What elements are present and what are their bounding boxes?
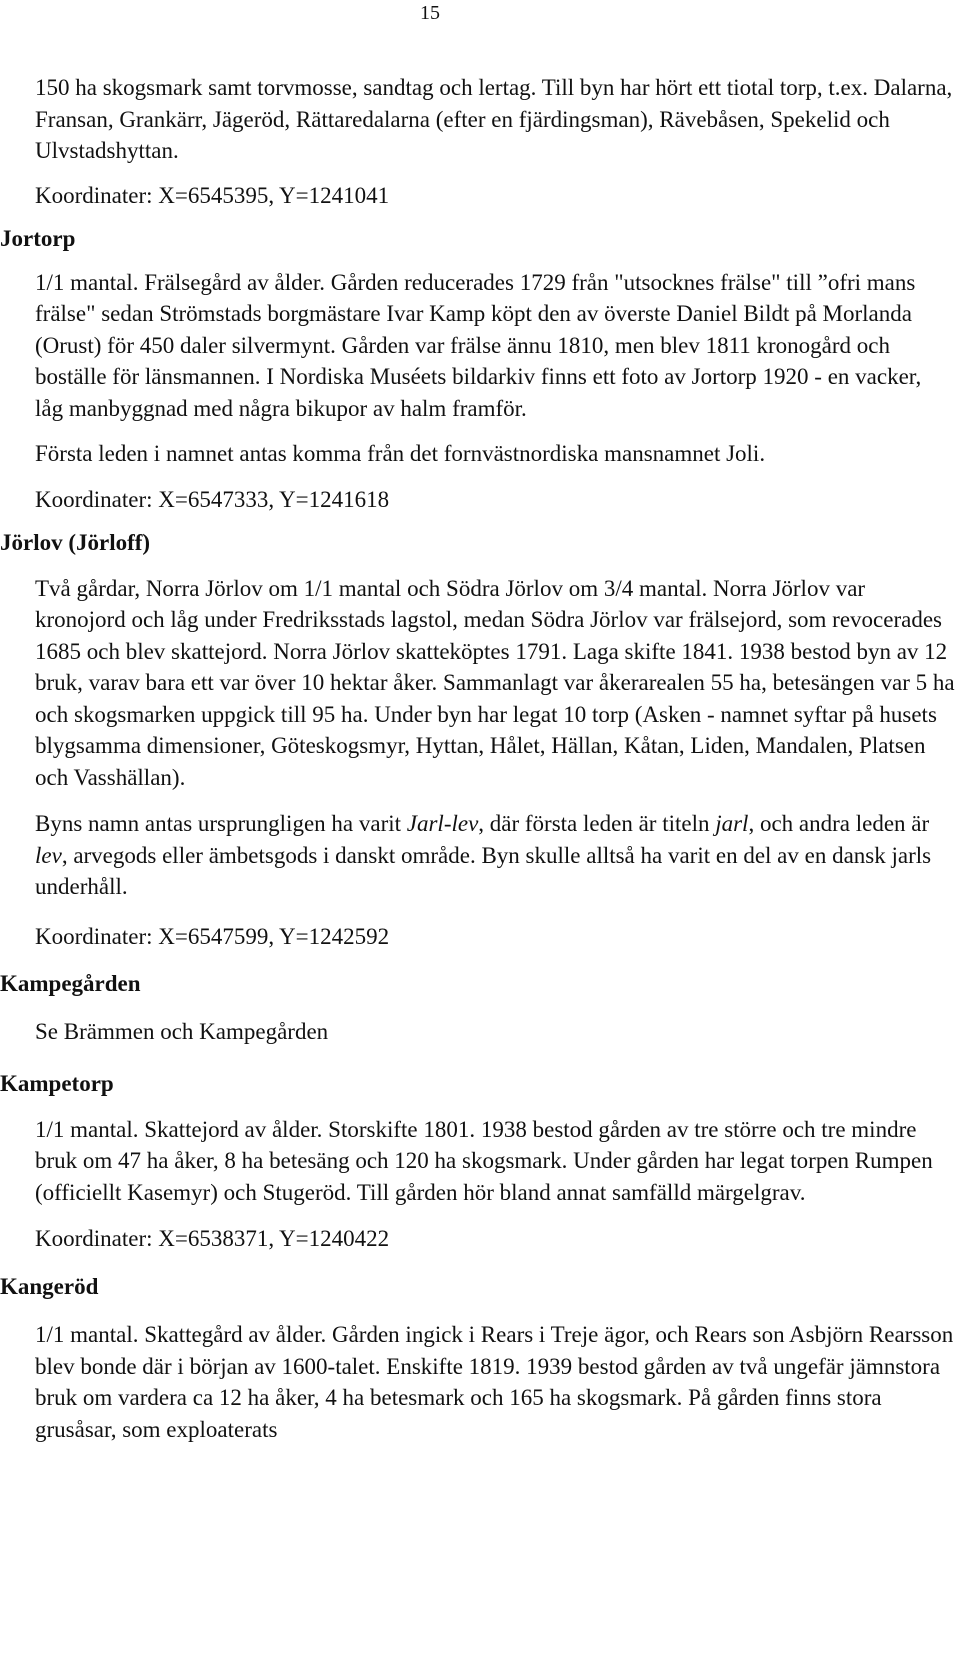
paragraph-kampetorp: 1/1 mantal. Skattejord av ålder. Storskifte 1801. 1938 bestod gården av tre större och tre mindre bruk om 47 ha åker, 8 ha betesäng och 120 ha skogsmark. Under gården har legat torpen Rumpen (officiellt Kasemyr) och Stugeröd. Till gården hör bland annat samfälld märgelgrav. [35,1116,933,1205]
text-run: , arvegods eller ämbetsgods i danskt område. Byn skulle alltså ha varit en del av en dansk jarls underhåll. [35,842,932,899]
italic-term: lev [35,842,62,868]
italic-term: jarl [715,811,749,836]
page-number: 15 [420,2,440,24]
paragraph-jorlov: Två gårdar, Norra Jörlov om 1/1 mantal och Södra Jörlov om 3/4 mantal. Norra Jörlov var kronojord och låg under Fredriksstads lagstol, medan Södra Jörlov var frälsejord, som revocerades 1685 och blev skattejord. Norra Jörlov skatteköptes 1791. Laga skifte 1841. 1938 bestod byn av 12 bruk, varav bara ett var över 10 hektar åker. Sammanlagt var åkerarealen 55 ha, betesängen var 5 ha och skogsmarken uppgick till 95 ha. Under byn har legat 10 torp (Asken - namnet syftar på husets blygsamma dimensioner, Göteskogsmyr, Hyttan, Hålet, Hällan, Kåtan, Liden, Mandalen, Platsen och Vasshällan). [35,575,955,790]
paragraph-jortorp: 1/1 mantal. Frälsegård av ålder. Gården reducerades 1729 från "utsocknes frälse" till ”ofri mans frälse" sedan Strömstads borgmästare Ivar Kamp köpt den av överste Daniel Bildt på Morlanda (Orust) för 450 daler silvermynt. Gården var frälse ännu 1810, men blev 1811 kronogård och boställe för länsmannen. I Nordiska Muséets bildarkiv finns ett foto av Jortorp 1920 - en vacker, låg manbyggnad med några bikupor av halm framför. [35,269,922,421]
coordinates-line: Koordinater: X=6545395, Y=1241041 [35,182,390,208]
paragraph-jorlov-name [35,808,955,903]
paragraph-kampegarden: Se Brämmen och Kampegården [35,1018,329,1044]
coordinates-line: Koordinater: X=6538371, Y=1240422 [35,1226,390,1251]
paragraph-torp-list: 150 ha skogsmark samt torvmosse, sandtag och lertag. Till byn har hört ett tiotal torp, t.ex. Dalarna, Fransan, Grankärr, Jägeröd, Rättaredalarna (efter en fjärdingsman), Rävebåsen, Spekelid och Ulvstadshyttan. [35,75,953,163]
text-run: Byns namn antas ursprungligen ha varit [35,811,407,836]
heading-kampegarden: Kampegården [0,971,141,996]
text-run: , och andra leden är [748,811,930,836]
heading-jortorp: Jortorp [0,226,76,251]
coordinates-line: Koordinater: X=6547599, Y=1242592 [35,923,390,949]
heading-kangerod: Kangeröd [0,1273,99,1299]
coordinates-line: Koordinater: X=6547333, Y=1241618 [35,486,390,512]
paragraph-kangerod: 1/1 mantal. Skattegård av ålder. Gården ingick i Rears i Treje ägor, och Rears son Asbjörn Rearsson blev bonde där i början av 1600-talet. Enskifte 1819. 1939 bestod gården av två ungefär jämnstora bruk om vardera ca 12 ha åker, 4 ha betesmark och 165 ha skogsmark. På gården finns stora grusåsar, som exploaterats [35,1322,954,1442]
heading-kampetorp: Kampetorp [0,1071,114,1096]
page-content [0,72,955,1445]
paragraph-name-origin: Första leden i namnet antas komma från det fornvästnordiska mansnamnet Joli. [35,441,766,466]
heading-jorlov: Jörlov (Jörloff) [0,530,151,555]
italic-term: Jarl-lev [406,811,479,836]
text-run: , där första leden är titeln [478,811,716,836]
